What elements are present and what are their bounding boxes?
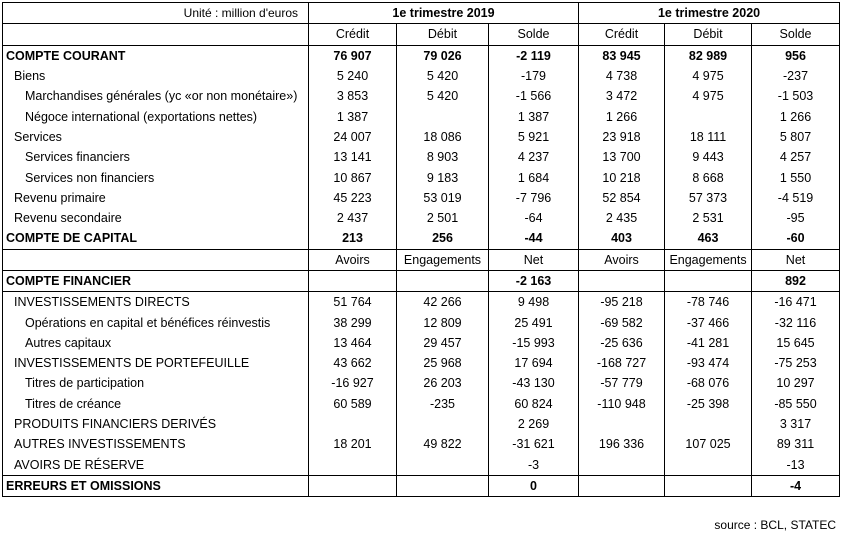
table-row [3, 414, 840, 434]
cell: 18 086 [397, 127, 489, 147]
col-header: Débit [397, 24, 489, 45]
cell: 60 589 [309, 394, 397, 414]
cell: 45 223 [309, 188, 397, 208]
cell: 60 824 [489, 394, 579, 414]
cell [579, 475, 665, 496]
cell: 25 968 [397, 353, 489, 373]
cell: 403 [579, 228, 665, 249]
cell: 4 738 [579, 66, 665, 86]
subheader-blank [3, 249, 309, 270]
cell [665, 475, 752, 496]
row-label: Négoce international (exportations nettes) [3, 106, 309, 126]
cell: -37 466 [665, 312, 752, 332]
cell: 10 867 [309, 167, 397, 187]
row-label: Revenu secondaire [3, 208, 309, 228]
cell: 0 [489, 475, 579, 496]
cell: -32 116 [752, 312, 840, 332]
col-header: Avoirs [309, 249, 397, 270]
col-header: Crédit [579, 24, 665, 45]
cell: 3 853 [309, 86, 397, 106]
table-row [3, 127, 840, 147]
cell: 25 491 [489, 312, 579, 332]
cell [397, 455, 489, 476]
cell: 2 531 [665, 208, 752, 228]
cell [665, 455, 752, 476]
cell: -1 566 [489, 86, 579, 106]
cell: 892 [752, 270, 840, 291]
subheader-row-current [3, 24, 840, 45]
cell: -75 253 [752, 353, 840, 373]
cell: -235 [397, 394, 489, 414]
cell: 1 684 [489, 167, 579, 187]
cell: 38 299 [309, 312, 397, 332]
cell: -44 [489, 228, 579, 249]
cell: -68 076 [665, 373, 752, 393]
cell: 5 240 [309, 66, 397, 86]
subheader-blank [3, 24, 309, 45]
cell [579, 414, 665, 434]
row-label: INVESTISSEMENTS DIRECTS [3, 292, 309, 313]
table-row [3, 292, 840, 313]
table-row [3, 66, 840, 86]
cell: -95 218 [579, 292, 665, 313]
cell: 5 921 [489, 127, 579, 147]
period-header-2019: 1e trimestre 2019 [309, 3, 579, 24]
table-row [3, 86, 840, 106]
cell: 89 311 [752, 434, 840, 454]
row-label: Revenu primaire [3, 188, 309, 208]
cell: -1 503 [752, 86, 840, 106]
cell [665, 414, 752, 434]
col-header: Crédit [309, 24, 397, 45]
cell: 43 662 [309, 353, 397, 373]
cell: 1 387 [309, 106, 397, 126]
table-row [3, 106, 840, 126]
cell: -31 621 [489, 434, 579, 454]
cell: 1 266 [752, 106, 840, 126]
cell: -85 550 [752, 394, 840, 414]
cell: -93 474 [665, 353, 752, 373]
cell [397, 106, 489, 126]
cell: -179 [489, 66, 579, 86]
cell: -60 [752, 228, 840, 249]
cell: 10 218 [579, 167, 665, 187]
cell: 83 945 [579, 45, 665, 66]
cell: -4 [752, 475, 840, 496]
row-label: AUTRES INVESTISSEMENTS [3, 434, 309, 454]
col-header: Solde [489, 24, 579, 45]
cell: 15 645 [752, 333, 840, 353]
table-row [3, 373, 840, 393]
table-row [3, 312, 840, 332]
cell: -4 519 [752, 188, 840, 208]
row-label: COMPTE DE CAPITAL [3, 228, 309, 249]
cell: -13 [752, 455, 840, 476]
cell: 3 472 [579, 86, 665, 106]
row-label: Titres de participation [3, 373, 309, 393]
cell: 956 [752, 45, 840, 66]
table-row [3, 45, 840, 66]
cell: -25 636 [579, 333, 665, 353]
row-label: Autres capitaux [3, 333, 309, 353]
cell: 18 201 [309, 434, 397, 454]
cell: 5 420 [397, 86, 489, 106]
cell [309, 455, 397, 476]
cell: -110 948 [579, 394, 665, 414]
row-label: Biens [3, 66, 309, 86]
row-label: ERREURS ET OMISSIONS [3, 475, 309, 496]
cell: 29 457 [397, 333, 489, 353]
cell: 23 918 [579, 127, 665, 147]
cell: 52 854 [579, 188, 665, 208]
table-row [3, 167, 840, 187]
cell: -7 796 [489, 188, 579, 208]
row-label: Titres de créance [3, 394, 309, 414]
cell: 79 026 [397, 45, 489, 66]
cell: -78 746 [665, 292, 752, 313]
table-row [3, 353, 840, 373]
cell: 463 [665, 228, 752, 249]
cell: -95 [752, 208, 840, 228]
cell: 76 907 [309, 45, 397, 66]
table-row [3, 147, 840, 167]
source-note: source : BCL, STATEC [714, 518, 836, 532]
cell: 18 111 [665, 127, 752, 147]
row-label: COMPTE FINANCIER [3, 270, 309, 291]
cell [309, 475, 397, 496]
cell: 107 025 [665, 434, 752, 454]
cell: -25 398 [665, 394, 752, 414]
cell: 9 498 [489, 292, 579, 313]
row-label: Opérations en capital et bénéfices réinvestis [3, 312, 309, 332]
cell [309, 270, 397, 291]
table-row [3, 208, 840, 228]
row-label: Services non financiers [3, 167, 309, 187]
cell: 8 903 [397, 147, 489, 167]
cell [309, 414, 397, 434]
cell: -168 727 [579, 353, 665, 373]
cell: 1 266 [579, 106, 665, 126]
cell [397, 414, 489, 434]
cell: 53 019 [397, 188, 489, 208]
cell: 1 387 [489, 106, 579, 126]
period-header-2020: 1e trimestre 2020 [579, 3, 840, 24]
cell [579, 455, 665, 476]
cell: 4 237 [489, 147, 579, 167]
cell: 4 257 [752, 147, 840, 167]
cell: -2 119 [489, 45, 579, 66]
cell: 12 809 [397, 312, 489, 332]
cell [665, 270, 752, 291]
unit-label: Unité : million d'euros [3, 3, 309, 24]
cell: 4 975 [665, 66, 752, 86]
period-header-row [3, 3, 840, 24]
table-row [3, 333, 840, 353]
cell: 2 435 [579, 208, 665, 228]
table-row [3, 228, 840, 249]
cell: 256 [397, 228, 489, 249]
row-label: Services [3, 127, 309, 147]
cell: 42 266 [397, 292, 489, 313]
cell: -69 582 [579, 312, 665, 332]
cell: 51 764 [309, 292, 397, 313]
cell [397, 475, 489, 496]
cell: -3 [489, 455, 579, 476]
cell: 5 420 [397, 66, 489, 86]
col-header: Débit [665, 24, 752, 45]
cell: 26 203 [397, 373, 489, 393]
table-row [3, 270, 840, 291]
cell: 2 269 [489, 414, 579, 434]
cell: -16 927 [309, 373, 397, 393]
table-row [3, 455, 840, 476]
col-header: Solde [752, 24, 840, 45]
cell: 4 975 [665, 86, 752, 106]
balance-of-payments-table [2, 2, 840, 497]
cell: 13 141 [309, 147, 397, 167]
cell: -64 [489, 208, 579, 228]
cell: 5 807 [752, 127, 840, 147]
cell: 196 336 [579, 434, 665, 454]
cell: -43 130 [489, 373, 579, 393]
col-header: Engagements [397, 249, 489, 270]
cell [579, 270, 665, 291]
col-header: Avoirs [579, 249, 665, 270]
table-row [3, 188, 840, 208]
table-row [3, 475, 840, 496]
cell: 57 373 [665, 188, 752, 208]
cell: 3 317 [752, 414, 840, 434]
cell: -15 993 [489, 333, 579, 353]
table-row [3, 434, 840, 454]
cell: -237 [752, 66, 840, 86]
row-label: INVESTISSEMENTS DE PORTEFEUILLE [3, 353, 309, 373]
cell: 2 437 [309, 208, 397, 228]
col-header: Net [752, 249, 840, 270]
cell: 8 668 [665, 167, 752, 187]
row-label: Services financiers [3, 147, 309, 167]
cell [397, 270, 489, 291]
cell: 213 [309, 228, 397, 249]
row-label: PRODUITS FINANCIERS DERIVÉS [3, 414, 309, 434]
cell [665, 106, 752, 126]
cell: 2 501 [397, 208, 489, 228]
cell: 10 297 [752, 373, 840, 393]
col-header: Net [489, 249, 579, 270]
cell: 13 464 [309, 333, 397, 353]
table-row [3, 394, 840, 414]
cell: 1 550 [752, 167, 840, 187]
cell: -2 163 [489, 270, 579, 291]
cell: -57 779 [579, 373, 665, 393]
row-label: Marchandises générales (yc «or non monétaire») [3, 86, 309, 106]
cell: 9 183 [397, 167, 489, 187]
row-label: AVOIRS DE RÉSERVE [3, 455, 309, 476]
cell: -41 281 [665, 333, 752, 353]
cell: 24 007 [309, 127, 397, 147]
col-header: Engagements [665, 249, 752, 270]
cell: 17 694 [489, 353, 579, 373]
row-label: COMPTE COURANT [3, 45, 309, 66]
subheader-row-financial [3, 249, 840, 270]
cell: 9 443 [665, 147, 752, 167]
cell: 82 989 [665, 45, 752, 66]
cell: 13 700 [579, 147, 665, 167]
cell: 49 822 [397, 434, 489, 454]
cell: -16 471 [752, 292, 840, 313]
